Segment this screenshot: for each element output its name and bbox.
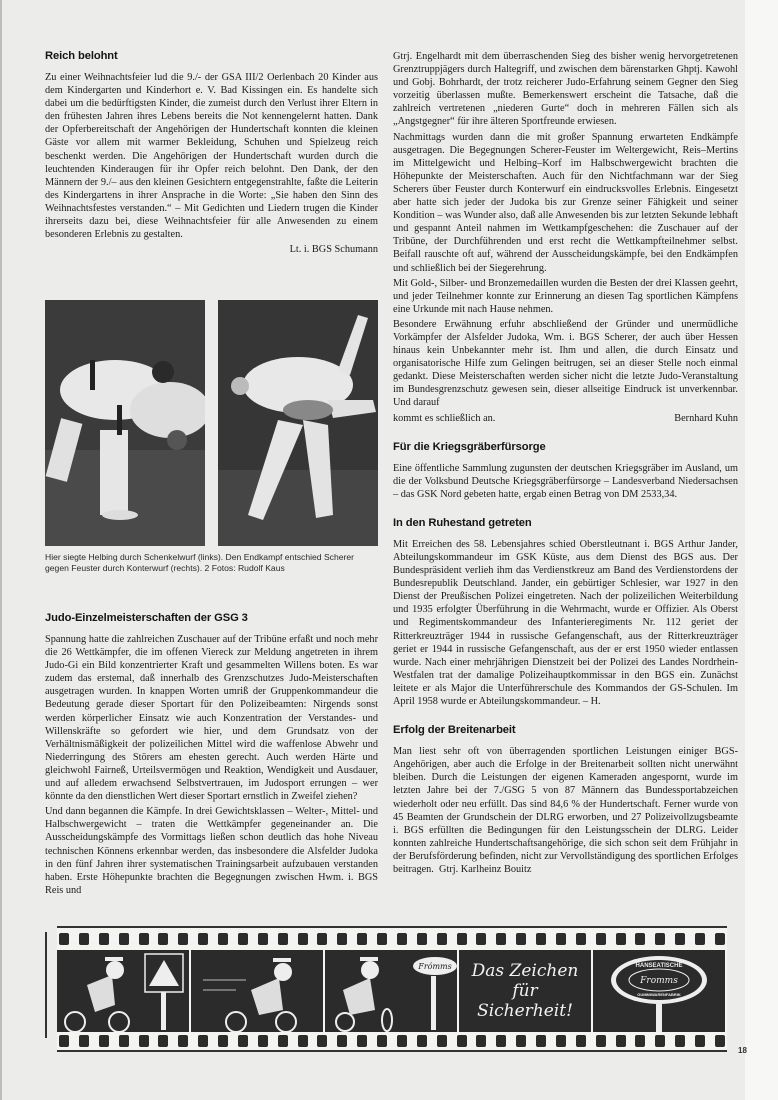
film-hole [59,1035,69,1047]
film-hole [377,1035,387,1047]
film-hole [457,933,467,945]
film-hole [158,933,168,945]
film-hole [99,933,109,945]
film-hole [337,1035,347,1047]
film-hole [536,1035,546,1047]
article-title: Reich belohnt [45,50,118,62]
article-body: Eine öffentliche Sammlung zugunsten der deutschen Kriegsgräber im Ausland, um die der Volksbund Deutsche Kriegsgräberfürsorge – Landesverband Niedersachsen – das GSK Nord gebeten hatte, ergab einen Betrag von DM 2533,34. [393,462,738,500]
right-column [393,50,738,892]
film-hole [437,1035,447,1047]
film-hole [556,933,566,945]
film-hole [516,933,526,945]
film-hole [99,1035,109,1047]
film-hole [397,933,407,945]
film-hole [158,1035,168,1047]
article-author: Gtrj. Karlheinz Bouitz [439,863,532,875]
film-hole [298,1035,308,1047]
article-judo-continued [393,50,738,425]
article-title: Für die Kriegsgräberfürsorge [393,440,546,453]
film-hole [476,1035,486,1047]
cyclist-warning-sign-icon [57,950,189,1032]
film-strip [57,926,727,1052]
fromms-advertisement [57,926,727,1052]
film-hole [258,933,268,945]
article-body-text: Man liest sehr oft von überragenden sportlichen Leistungen einiger BGS-Angehörigen, aber auch die Erfolge in der Breitenarbeit sollten nicht unerwähnt bleiben. Durch die Leistungen der eigenen Kameraden angespornt, wurde im letzten Jahre bei der 7./GSG 5 von 87 Männern das Bundessportabzeichen wiederholt oder neu erfüllt. Das sind 84,6 % der Hundertschaft. Ferner wurde von 45 Beamten der Grundschein der DLRG erworben, und 27 Polizeivollzugsbeamte i. BGS erfüllten die Bedingungen für den Leistungsschein der DLRG. Leider konnten zahlreiche Hundertschaftsangehörige, die sich schon seit dem Frühjahr in der Berufsförderung befinden, nicht zur Vervollständigung des sportlichen Erfolges beitragen. [393,746,738,875]
film-hole [59,933,69,945]
film-hole [417,1035,427,1047]
film-hole [476,933,486,945]
film-hole [79,1035,89,1047]
article-paragraph: Gtrj. Engelhardt mit dem überraschenden Sieg des bisher wenig hervorgetretenen Grenztruppjägers durch Haltegriff, und zwischen dem bärenstarken Ghptj. Kawohl und Gobj. Bohrhardt, der trotz reicherer Judo-Erfahrung seinem Gegner den Sieg vorzeitig überlassen mußte. Bemerkenswert erscheint die Tatsache, daß die zahlreich vertretenen „niederen Gurte“ doch in mehreren Fällen sich als „Angstgegner“ für ihre älteren Sportfreunde erwiesen. [393,51,738,128]
judo-photo-right-icon [218,300,378,546]
article-body: Zu einer Weihnachtsfeier lud die 9./- der GSA III/2 Oerlenbach 20 Kinder aus dem Kindergarten und Kinderhort e. V. Bad Kissingen ein. Es handelte sich dabei um die bedürftigsten Kinder, die zumeist durch den Verlust ihrer Eltern in den frühesten Jahren ihres Lebens bereits die Not kennengelernt hatten. Dank der Opferbereitschaft der Angehörigen der Hundertschaft konnten die kleinen Gäste vor allem mit warmer Bekleidung, Schuhen und Spielzeug reich beschenkt werden. Die Angehörigen der Hundertschaft wurden durch die leuchtenden Kinderaugen für ihr Opfer reich belohnt. Den Dank, der den Männern der 9./– aus den kleinen Gesichtern entgegenstrahlte, faßte die Leiterin des Kindergartens in ihrer Ansprache in die Worte: „Sie haben den Sinn des Weihnachtsfestes verstanden.“ – Mit Gedichten und Liedern trugen die Kinder ihrerseits dazu bei, diese Weihnachtsfeier für alle Anwesenden zu einem besonderen Erlebnis zu gestalten. [45,72,378,241]
hanseatische-fromms-emblem-icon [593,950,725,1032]
film-hole [635,933,645,945]
film-hole [357,933,367,945]
page-margin [745,0,778,1100]
article-body: Mit Erreichen des 58. Lebensjahres schied Oberstleutnant i. BGS Arthur Jander, Abteilungskommandeur im GSK Küste, aus dem Dienst des BGS aus. Der Bundespräsident verlieh ihm das Verdienstkreuz am Band des Verdienstordens der Bundesrepublik Deutschland. Jander, ein gebürtiger Schlesier, war 1927 in den Dienst der Preußischen Polizei eingetreten. Nach der polizeilichen Weiterbildung und 1935 erfolgter Überführung in die Wehrmacht, wurde er Offizier. Als Oberst und Regimentskommandeur des Infanterieregiments Nr. 112 geriet der Ritterkreuzträger 1944 in russische Gefangenschaft, aus der Ritterkreuzträger geriet er 1944 in russische Gefangenschaft, aus der er erst 1950 wieder entlassen wurde. Nach einer mehrjährigen Dienstzeit bei der Polizei des Landes Nordrhein-Westfalen trat der damalige Polizeihauptkommissar in den BGS ein. Zunächst leitete er als Major die Unterführerschule des Kommandos der GS-Schulen. Im April 1958 wurde er Abteilungskommandeur. – H. [393,538,738,708]
film-hole [198,1035,208,1047]
article-paragraph: Nachmittags wurden dann die mit großer Spannung erwarteten Endkämpfe ausgetragen. Die Begegnungen Scherer-Feuster im Weltergewicht, Reis–Mertins im Mittelgewicht und Helbing–Korf im Halbschwergewicht brachten die Höhepunkte der Meisterschaften. Auch für den Nichtfachmann war der Sieg Scherers über Feuster durch Konterwurf ein eindrucksvolles Erlebnis. Eingesetzt aber hatte sich jeder der Judoka bis zur Grenze seiner Fähigkeit und seiner Kondition – was Wunder also, daß alle Anwesenden bis zur letzten Sekunde lebhaft und gespannt Anteil nahmen im Wettkampfgeschehen: die Zuschauer auf der Tribüne, der Durchführenden und erst recht die Wettkampfteilnehmer selbst. Beifall rauschte oft auf, während der Ausscheidungskämpfe, bei den Endkämpfen und schließlich bei der Siegerehrung. [393,131,738,274]
film-hole [238,1035,248,1047]
film-hole [496,1035,506,1047]
ad-divider [45,932,47,1038]
film-hole [675,1035,685,1047]
film-hole [337,933,347,945]
photo-pair [45,300,378,546]
article-paragraph: Besondere Erwähnung erfuhr abschließend der Gründer und unermüdliche Vorkämpfer der Alsfelder Judoka, Wm. i. BGS Scherer, der auch über Hessen hinaus kein Unbekannter mehr ist. Ihm und allen, die durch Einsatz und organisatorische Hilfe zum Gelingen beitrugen, sei an dieser Stelle noch einmal gedankt. Diese Meisterschaften werden sicher nicht die letzte Judo-Veranstaltung im Bundesgrenzschutz gewesen sein, dieser allseitige Eindruck ist unverkennbar. Und darauf [393,318,738,409]
cyclist-brand-sign-icon [325,950,457,1032]
judo-throw-photo-left [45,300,205,546]
film-hole [457,1035,467,1047]
film-hole [238,933,248,945]
film-hole [536,933,546,945]
film-hole [516,1035,526,1047]
article-title: In den Ruhestand getreten [393,516,532,529]
film-hole [417,933,427,945]
brand-sign-label: Frómms [418,962,452,971]
article-ruhestand [393,517,738,708]
film-hole [119,1035,129,1047]
ad-frame-slogan [459,950,591,1032]
film-hole [675,933,685,945]
article-judo [45,612,378,899]
emblem-brand-text: Fromms [640,976,678,986]
film-hole [715,1035,725,1047]
film-perforation-top [57,933,727,947]
film-hole [278,933,288,945]
film-hole [258,1035,268,1047]
film-hole [377,933,387,945]
film-hole [715,933,725,945]
film-hole [357,1035,367,1047]
emblem-top-text: HANSEATISCHE [635,963,683,969]
page-number: 18 [738,1046,747,1055]
article-title: Judo-Einzelmeisterschaften der GSG 3 [45,612,248,624]
film-hole [218,1035,228,1047]
film-perforation-bottom [57,1035,727,1049]
emblem-bottom-text: GUMMIWARENFABRIK [637,992,681,997]
film-hole [635,1035,645,1047]
film-hole [139,1035,149,1047]
film-hole [576,933,586,945]
judo-throw-photo-right [218,300,378,546]
film-hole [139,933,149,945]
film-hole [695,1035,705,1047]
slogan-line: Das Zeichen [471,961,579,981]
slogan-line: Sicherheit! [477,1001,573,1021]
film-hole [397,1035,407,1047]
article-paragraph: Spannung hatte die zahlreichen Zuschauer auf der Tribüne erfaßt und noch mehr die 26 Wettkämpfer, die im offenen Viereck zur Meldung angetreten in ihrem Judo-Gi ein Bild konzentrierter Kraft und gesammelten Willens boten. Es war zudem das erstemal, daß innerhalb des Grenzschutzes Judo-Meisterschaften ausgetragen wurden. In knappen Worten umriß der Gruppenkommandeur die Bedeutung gerade dieser Sportart für den Polizeibeamten: Nirgends sonst werden körperlicher Einsatz wie auch Konzentration der Verstandes- und Willenskräfte so gefordert wie hier, und dem Grundsatz von der Verhältnismäßigkeit der polizeilichen Mittel wird die waffenlose Abwehr und Niederringung des Störers am ehesten gerecht. Auch werden Härte und gleichwohl Fairneß, Urteilsvermögen und Reaktion, Wendigkeit und Ausdauer, und auf alledem erwachsend Selbstvertrauen, im Judosport errungen – wer könnte da den dienstlichen Wert dieser Sportart ernstlich in Zweifel ziehen? [45,634,378,803]
article-reich-belohnt [45,50,378,256]
film-hole [278,1035,288,1047]
film-hole [596,933,606,945]
film-frames [57,950,727,1032]
article-author: Lt. i. BGS Schumann [289,244,378,256]
film-hole [298,933,308,945]
ad-frame-emblem [593,950,725,1032]
film-hole [496,933,506,945]
slogan-line: für [512,981,538,1001]
ad-slogan [459,950,591,1032]
article-paragraph: Und dann begannen die Kämpfe. In drei Gewichtsklassen – Welter-, Mittel- und Halbschwergewicht – traten die Wettkämpfer gegeneinander an. Die Ausscheidungskämpfe des Vormittags ließen schon deutlich das hohe Niveau technischen Könnens erkennbar werden, das insbesondere die Alsfelder Judoka in den fünf Jahren ihrer systematischen Trainingsarbeit aufzubauen verstanden haben. Erste Höhepunkte brachten die Begegnungen zwischen Hwm. i. BGS Reis und [45,806,378,896]
film-hole [616,1035,626,1047]
photo-caption: Hier siegte Helbing durch Schenkelwurf (links). Den Endkampf entschied Scherer gegen Feuster durch Konterwurf (rechts). 2 Fotos: Rudolf Kaus [45,552,355,573]
article-body [393,745,738,876]
judo-photo-left-icon [45,300,205,546]
article-breitenarbeit [393,724,738,876]
film-hole [655,1035,665,1047]
film-hole [655,933,665,945]
film-hole [317,933,327,945]
film-hole [576,1035,586,1047]
film-hole [556,1035,566,1047]
cyclist-riding-icon [191,950,323,1032]
article-kriegsgraeber [393,441,738,501]
film-hole [119,933,129,945]
article-title: Erfolg der Breitenarbeit [393,724,516,737]
ad-frame-cyclist-sign [57,950,189,1032]
article-closing [393,412,738,425]
film-hole [596,1035,606,1047]
film-hole [79,933,89,945]
film-hole [178,1035,188,1047]
article-author: Bernhard Kuhn [674,412,738,424]
film-hole [437,933,447,945]
film-hole [616,933,626,945]
film-hole [198,933,208,945]
article-last-line: kommt es schließlich an. [393,412,496,424]
page-edge [0,0,2,1100]
film-hole [695,933,705,945]
ad-frame-cyclist-brand-sign [325,950,457,1032]
film-hole [178,933,188,945]
film-hole [317,1035,327,1047]
left-column [45,50,378,272]
ad-frame-cyclist-riding [191,950,323,1032]
film-hole [218,933,228,945]
article-paragraph: Mit Gold-, Silber- und Bronzemedaillen wurden die Besten der drei Klassen geehrt, und jeder Teilnehmer konnte zur Erinnerung an diesen Tag sportlichen Kämpfens eine Urkunde mit nach Hause nehmen. [393,277,738,315]
